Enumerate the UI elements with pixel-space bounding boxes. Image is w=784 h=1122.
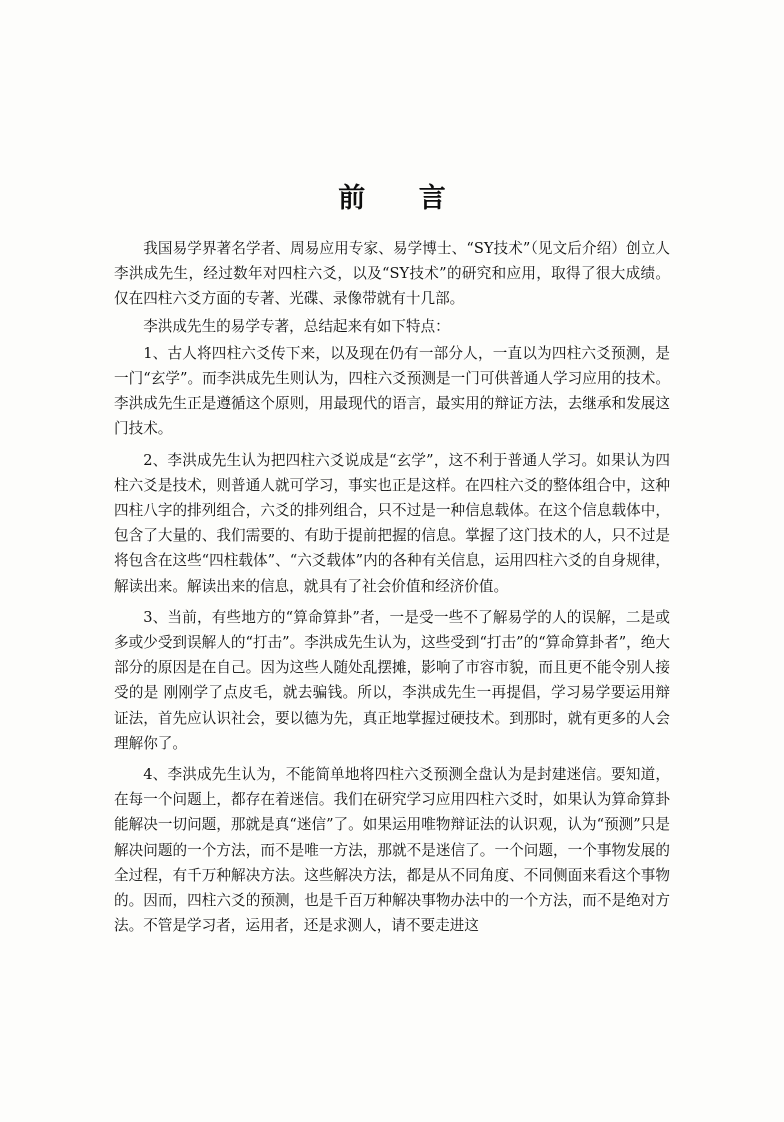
- body-text: [114, 236, 670, 940]
- paragraph-point-1: 1、古人将四柱六爻传下来，以及现在仍有一部分人，一直以为四柱六爻预测，是一门“玄学”。而李洪成先生则认为，四柱六爻预测是一门可供普通人学习应用的技术。李洪成先生正是遵循这个原则，用最现代的语言，最实用的辩证方法，去继承和发展这门技术。: [114, 344, 670, 438]
- paragraph-point-4: 4、李洪成先生认为，不能简单地将四柱六爻预测全盘认为是封建迷信。要知道，在每一个问题上，都存在着迷信。我们在研究学习应用四柱六爻时，如果认为算命算卦能解决一切问题，那就是真“迷信”了。如果运用唯物辩证法的认识观，认为“预测”只是解决问题的一个方法，而不是唯一方法，那就不是迷信了。一个问题，一个事物发展的全过程，有千万种解决方法。这些解决方法，都是从不同角度、不同侧面来看这个事物的。因而，四柱六爻的预测，也是千百万种解决事物办法中的一个方法，而不是绝对方法。不管是学习者，运用者，还是求测人，请不要走进这: [114, 766, 670, 935]
- page-title: 前 言: [338, 183, 468, 214]
- paragraph-intro: 我国易学界著名学者、周易应用专家、易学博士、“SY技术”（见文后介绍）创立人李洪成先生，经过数年对四柱六爻，以及“SY技术”的研究和应用，取得了很大成绩。仅在四柱六爻方面的专著、光碟、录像带就有十几部。: [114, 240, 670, 308]
- paragraph-point-2: 2、李洪成先生认为把四柱六爻说成是“玄学”，这不利于普通人学习。如果认为四柱六爻是技术，则普通人就可学习，事实也正是这样。在四柱六爻的整体组合中，这种四柱八字的排列组合，六爻的排列组合，只不过是一种信息载体。在这个信息载体中，包含了大量的、我们需要的、有助于提前把握的信息。掌握了这门技术的人，只不过是将包含在这些“四柱载体”、“六爻载体”内的各种有关信息，运用四柱六爻的自身规律，解读出来。解读出来的信息，就具有了社会价值和经济价值。: [114, 451, 670, 595]
- paragraph-summary: 李洪成先生的易学专著，总结起来有如下特点：: [143, 317, 450, 335]
- paragraph-point-3: 3、当前，有些地方的“算命算卦”者，一是受一些不了解易学的人的误解，二是或多或少受到误解人的“打击”。李洪成先生认为，这些受到“打击”的“算命算卦者”，绝大部分的原因是在自己。因为这些人随处乱摆摊，影响了市容市貌，而且更不能令别人接受的是 刚刚学了点皮毛，就去骗钱。所以，李洪成先生一再提倡，学习易学要运用辩证法，首先应认识社会，要以德为先，真正地掌握过硬技术。到那时，就有更多的人会理解你了。: [114, 608, 670, 752]
